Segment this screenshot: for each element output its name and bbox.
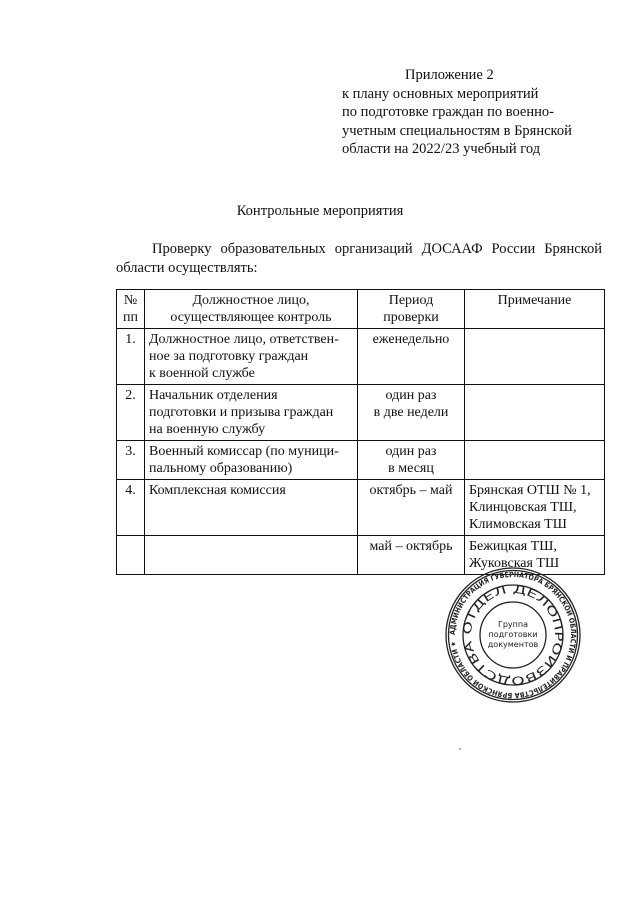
table-row xyxy=(117,480,605,536)
section-heading: Контрольные мероприятия xyxy=(236,203,404,219)
position-line: к военной службе xyxy=(149,366,255,381)
row-num xyxy=(117,536,145,575)
intro-line-1 xyxy=(116,240,602,259)
note-line: Клинцовская ТШ, xyxy=(469,500,577,515)
row-period xyxy=(358,441,465,480)
row-num: 2. xyxy=(117,385,145,441)
appendix-line: области на 2022/23 учебный год xyxy=(342,141,541,157)
row-position xyxy=(145,480,358,536)
intro-line-2: области осуществлять: xyxy=(116,260,258,276)
scan-speck xyxy=(459,748,461,750)
note-line: Климовская ТШ xyxy=(469,517,567,532)
row-note xyxy=(465,385,605,441)
header-num xyxy=(117,290,145,329)
intro-word: ДОСААФ xyxy=(421,241,483,257)
official-stamp xyxy=(444,566,582,704)
position-line: подготовки и призыва граждан xyxy=(149,405,334,420)
period-line: май – октябрь xyxy=(369,539,453,554)
row-note xyxy=(465,329,605,385)
stamp-center-line: Группа xyxy=(497,620,529,629)
position-line: на военную службу xyxy=(149,422,266,437)
row-period xyxy=(358,385,465,441)
table-header-row xyxy=(117,290,605,329)
row-num: 4. xyxy=(117,480,145,536)
appendix-line: к плану основных мероприятий xyxy=(342,85,539,102)
period-line: октябрь – май xyxy=(369,483,453,498)
stamp-outer-text: АДМИНИСТРАЦИЯ ГУБЕРНАТОРА БРЯНСКОЙ ОБЛАСТИ И ПРАВИТЕЛЬСТВА БРЯНСКОЙ ОБЛАСТИ ★ xyxy=(447,569,579,701)
period-line: один раз xyxy=(385,388,437,403)
header-num-line: № xyxy=(123,293,138,308)
header-note xyxy=(465,290,605,329)
control-table xyxy=(116,289,605,575)
row-num: 1. xyxy=(117,329,145,385)
position-line: ное за подготовку граждан xyxy=(149,349,309,364)
table-row xyxy=(117,385,605,441)
header-period-line: Период xyxy=(388,293,434,308)
note-line: Жуковская ТШ xyxy=(469,556,560,571)
header-period xyxy=(358,290,465,329)
period-line: один раз xyxy=(385,444,437,459)
table-row xyxy=(117,441,605,480)
appendix-title: Приложение 2 xyxy=(405,67,494,83)
stamp-center-line: подготовки xyxy=(488,630,538,639)
period-line: в месяц xyxy=(388,461,434,476)
intro-paragraph xyxy=(116,240,602,278)
intro-word: Брянской xyxy=(544,241,602,257)
note-line: Бежицкая ТШ, xyxy=(469,539,557,554)
row-position xyxy=(145,536,358,575)
header-period-line: проверки xyxy=(383,310,439,325)
period-line: в две недели xyxy=(373,405,449,420)
position-line: Военный комиссар (по муници- xyxy=(149,444,339,459)
header-num-line: пп xyxy=(123,310,138,325)
header-position xyxy=(145,290,358,329)
position-line: Комплексная комиссия xyxy=(149,483,286,498)
row-num: 3. xyxy=(117,441,145,480)
row-note xyxy=(465,480,605,536)
intro-word: России xyxy=(491,241,536,257)
appendix-line: учетным специальностям в Брянской xyxy=(342,122,572,139)
stamp-center-line: документов xyxy=(487,640,539,649)
intro-word: Проверку xyxy=(152,241,212,257)
position-line: Начальник отделения xyxy=(149,388,278,403)
header-position-line: осуществляющее контроль xyxy=(170,310,332,325)
row-position xyxy=(145,441,358,480)
row-note xyxy=(465,441,605,480)
period-line: еженедельно xyxy=(372,332,450,347)
intro-word: образовательных xyxy=(220,241,326,257)
header-note-line: Примечание xyxy=(497,293,572,308)
position-line: Должностное лицо, ответствен- xyxy=(149,332,339,347)
position-line: пальному образованию) xyxy=(149,461,293,476)
note-line: Брянская ОТШ № 1, xyxy=(469,483,591,498)
row-position xyxy=(145,385,358,441)
row-position xyxy=(145,329,358,385)
intro-word: организаций xyxy=(334,241,413,257)
row-period xyxy=(358,329,465,385)
table-row xyxy=(117,329,605,385)
header-position-line: Должностное лицо, xyxy=(192,293,310,308)
row-period xyxy=(358,480,465,536)
appendix-line: по подготовке граждан по военно- xyxy=(342,104,554,120)
stamp-inner-text: ОТДЕЛ ДЕЛОПРОИЗВОДСТВА xyxy=(460,582,566,688)
